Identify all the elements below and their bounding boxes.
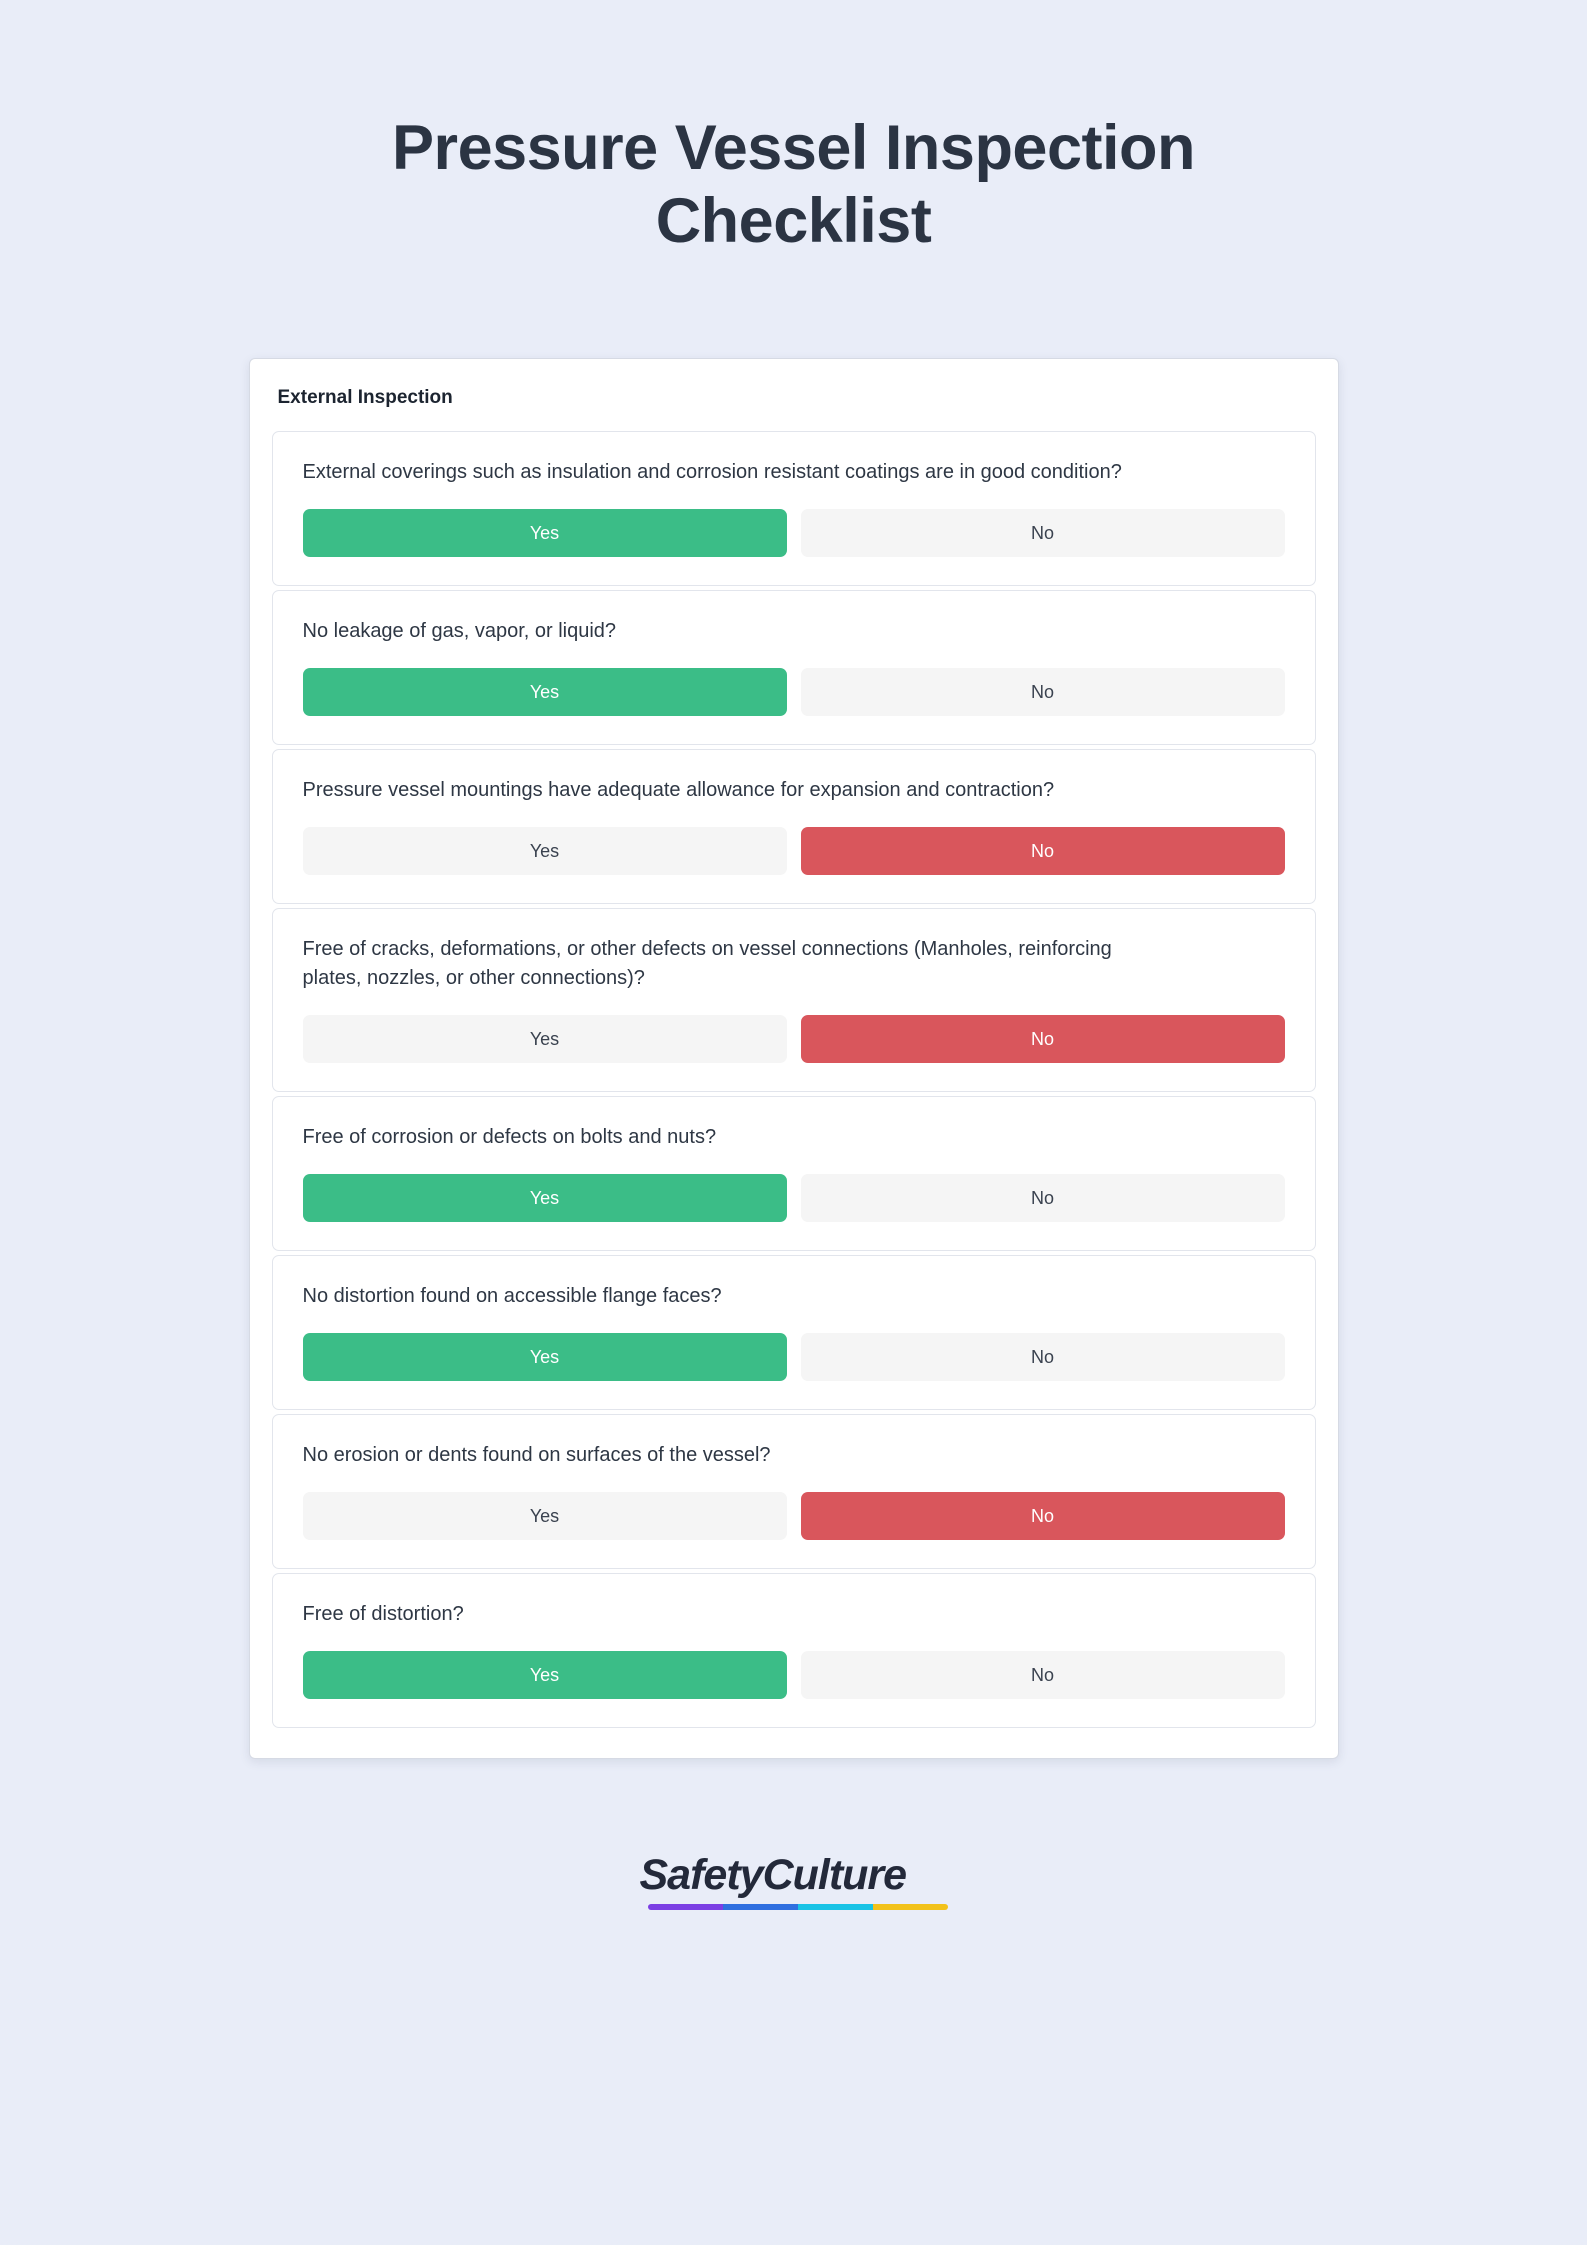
checklist-item — [272, 1573, 1316, 1728]
question-text: Free of corrosion or defects on bolts and nuts? — [302, 1126, 717, 1149]
answer-options — [303, 827, 1285, 875]
answer-no-button[interactable]: No — [801, 1015, 1285, 1063]
answer-options — [303, 1015, 1285, 1063]
logo-text-safety: Safety — [639, 1851, 763, 1900]
checklist-item — [272, 908, 1316, 1092]
answer-options — [303, 1174, 1285, 1222]
answer-no-button[interactable]: No — [801, 668, 1285, 716]
answer-yes-button[interactable]: Yes — [303, 1333, 787, 1381]
answer-options — [303, 509, 1285, 557]
checklist-item — [272, 431, 1316, 586]
checklist-item — [272, 1255, 1316, 1410]
answer-options — [303, 668, 1285, 716]
answer-yes-button[interactable]: Yes — [303, 509, 787, 557]
question-text: Free of cracks, deformations, or other defects on vessel connections (Manholes, reinforcing plates, nozzles, or other connections)? — [302, 938, 1112, 990]
answer-no-button[interactable]: No — [801, 827, 1285, 875]
answer-options — [303, 1651, 1285, 1699]
checklist-item — [272, 1414, 1316, 1569]
checklist-item — [272, 590, 1316, 745]
checklist-card — [249, 358, 1339, 1759]
answer-yes-button[interactable]: Yes — [303, 1651, 787, 1699]
question-text: External coverings such as insulation and corrosion resistant coatings are in good condition? — [302, 461, 1122, 484]
answer-yes-button[interactable]: Yes — [303, 1015, 787, 1063]
section-header: External Inspection — [277, 387, 453, 409]
answer-yes-button[interactable]: Yes — [303, 827, 787, 875]
question-text: No erosion or dents found on surfaces of the vessel? — [302, 1444, 771, 1467]
answer-yes-button[interactable]: Yes — [303, 1492, 787, 1540]
answer-no-button[interactable]: No — [801, 1651, 1285, 1699]
answer-no-button[interactable]: No — [801, 1333, 1285, 1381]
logo-underline — [648, 1904, 948, 1910]
question-text: No leakage of gas, vapor, or liquid? — [302, 620, 617, 643]
answer-options — [303, 1492, 1285, 1540]
page-title: Pressure Vessel Inspection Checklist — [392, 113, 1195, 257]
checklist-item — [272, 1096, 1316, 1251]
footer — [640, 1851, 948, 1910]
question-text: Free of distortion? — [302, 1603, 464, 1626]
answer-yes-button[interactable]: Yes — [303, 1174, 787, 1222]
answer-no-button[interactable]: No — [801, 1492, 1285, 1540]
answer-no-button[interactable]: No — [801, 1174, 1285, 1222]
logo-text-culture: Culture — [762, 1851, 907, 1900]
answer-yes-button[interactable]: Yes — [303, 668, 787, 716]
checklist-items — [250, 431, 1338, 1728]
question-text: No distortion found on accessible flange faces? — [302, 1285, 722, 1308]
question-text: Pressure vessel mountings have adequate allowance for expansion and contraction? — [302, 779, 1055, 802]
checklist-item — [272, 749, 1316, 904]
safetyculture-logo — [640, 1851, 948, 1910]
answer-options — [303, 1333, 1285, 1381]
answer-no-button[interactable]: No — [801, 509, 1285, 557]
